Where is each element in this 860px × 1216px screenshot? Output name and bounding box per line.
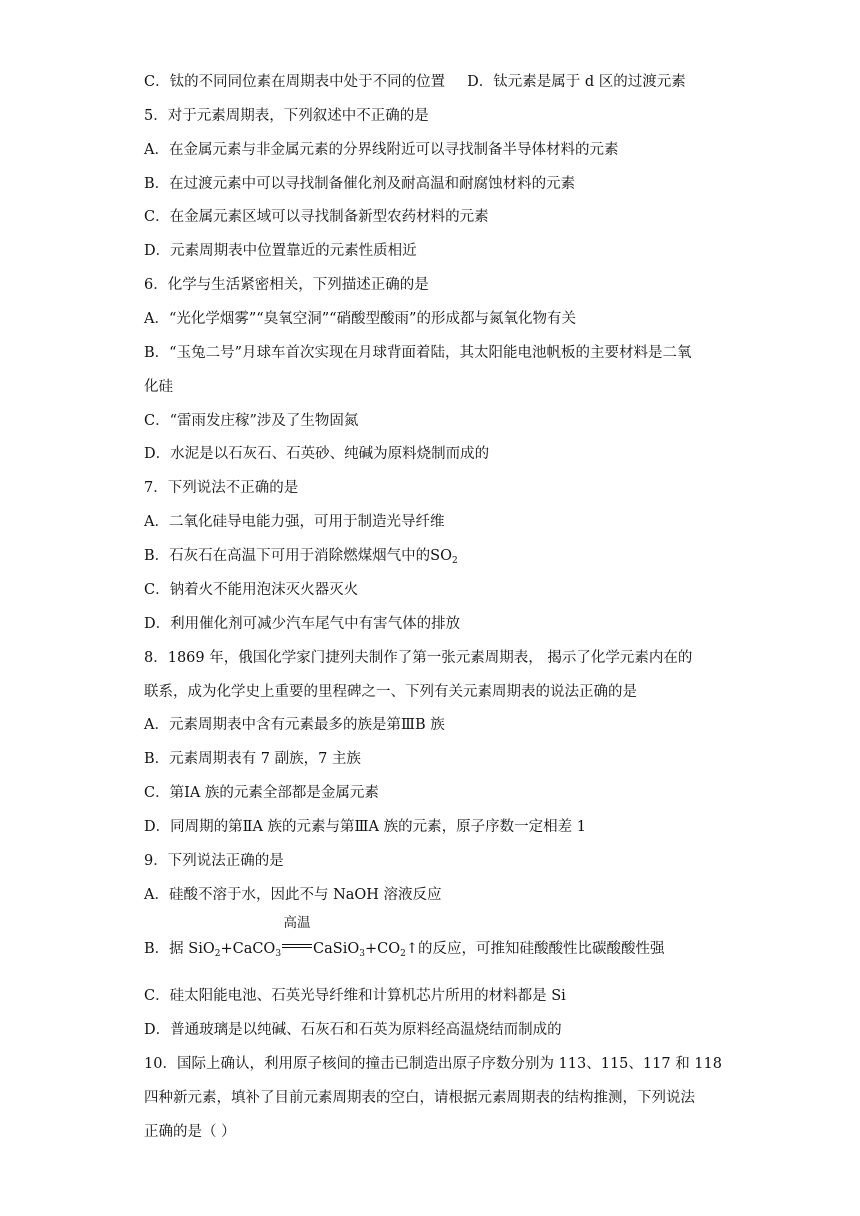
q5-option-b: B．在过渡元素中可以寻找制备催化剂及耐高温和耐腐蚀材料的元素	[144, 176, 576, 192]
q8-stem-line2: 联系，成为化学史上重要的里程碑之一、下列有关元素周期表的说法正确的是	[144, 684, 637, 700]
q9b-prefix: B．据 SiO	[144, 941, 215, 957]
q7-option-b	[144, 546, 458, 571]
q5-option-c: C．在金属元素区域可以寻找制备新型农药材料的元素	[144, 209, 489, 225]
equals-bar-bottom	[282, 947, 312, 948]
q7-option-b-subscript: 2	[451, 556, 458, 567]
q9b-sub4: 2	[400, 949, 406, 960]
q4-option-c-line	[144, 72, 686, 92]
q6-option-b-line1: B．“玉兔二号”月球车首次实现在月球背面着陆，其太阳能电池帆板的主要材料是二氧	[144, 345, 692, 361]
q9b-mid3: +CO	[364, 941, 401, 957]
q8-stem-line1: 8．1869 年，俄国化学家门捷列夫制作了第一张元素周期表， 揭示了化学元素内在的	[144, 650, 693, 666]
q10-stem-line1: 10．国际上确认，利用原子核间的撞击已制造出原子序数分别为 113、115、117 和 118	[144, 1056, 722, 1072]
q8-option-b: B．元素周期表有 7 副族，7 主族	[144, 751, 361, 767]
q10-stem-line3: 正确的是（ ）	[144, 1124, 236, 1140]
q6-option-d: D．水泥是以石灰石、石英砂、纯碱为原料烧制而成的	[144, 446, 490, 462]
q5-option-d: D．元素周期表中位置靠近的元素性质相近	[144, 243, 417, 259]
q8-option-c: C．第ⅠA 族的元素全部都是金属元素	[144, 785, 379, 801]
q6-option-c: C．“雷雨发庄稼”涉及了生物固氮	[144, 413, 359, 429]
q9-option-c: C．硅太阳能电池、石英光导纤维和计算机芯片所用的材料都是 Si	[144, 988, 566, 1004]
q9-option-d: D．普通玻璃是以纯碱、石灰石和石英为原料经高温烧结而制成的	[144, 1022, 562, 1038]
q9b-sub2: 3	[275, 949, 282, 960]
q8-option-a: A．元素周期表中含有元素最多的族是第ⅢB 族	[144, 717, 445, 733]
q6-stem: 6．化学与生活紧密相关，下列描述正确的是	[144, 277, 429, 293]
q9-stem: 9．下列说法正确的是	[144, 853, 284, 869]
q7-option-c: C．钠着火不能用泡沫灭火器灭火	[144, 582, 359, 598]
q4-option-d: D．钛元素是属于 d 区的过渡元素	[467, 74, 686, 90]
q10-stem-line2: 四种新元素，填补了目前元素周期表的空白，请根据元素周期表的结构推测，下列说法	[144, 1090, 695, 1106]
q9-option-b	[144, 915, 665, 964]
q7-stem: 7．下列说法不正确的是	[144, 480, 299, 496]
q9b-sub1: 2	[214, 949, 221, 960]
q5-stem: 5．对于元素周期表，下列叙述中不正确的是	[144, 108, 429, 124]
q9-option-a: A．硅酸不溶于水，因此不与 NaOH 溶液反应	[144, 887, 442, 903]
equals-bar-top	[282, 944, 312, 945]
q5-option-a: A．在金属元素与非金属元素的分界线附近可以寻找制备半导体材料的元素	[144, 142, 619, 158]
q7-option-d: D．利用催化剂可减少汽车尾气中有害气体的排放	[144, 616, 461, 632]
q4-option-c: C．钛的不同同位素在周期表中处于不同的位置	[144, 74, 446, 90]
reaction-condition: 高温	[283, 915, 311, 931]
q9b-sub3: 3	[359, 949, 365, 960]
q7-option-b-text: B．石灰石在高温下可用于消除燃煤烟气中的SO	[144, 548, 452, 564]
q9b-mid1: +CaCO	[220, 941, 276, 957]
q6-option-b-line2: 化硅	[144, 379, 173, 395]
q9b-mid2: CaSiO	[313, 941, 360, 957]
reaction-arrow	[281, 915, 313, 953]
q6-option-a: A．“光化学烟雾”“臭氧空洞”“硝酸型酸雨”的形成都与氮氧化物有关	[144, 311, 576, 327]
q8-option-d: D．同周期的第ⅡA 族的元素与第ⅢA 族的元素，原子序数一定相差 1	[144, 819, 586, 835]
q9b-suffix: ↑的反应，可推知硅酸酸性比碳酸酸性强	[405, 941, 665, 957]
q7-option-a: A．二氧化硅导电能力强，可用于制造光导纤维	[144, 514, 445, 530]
